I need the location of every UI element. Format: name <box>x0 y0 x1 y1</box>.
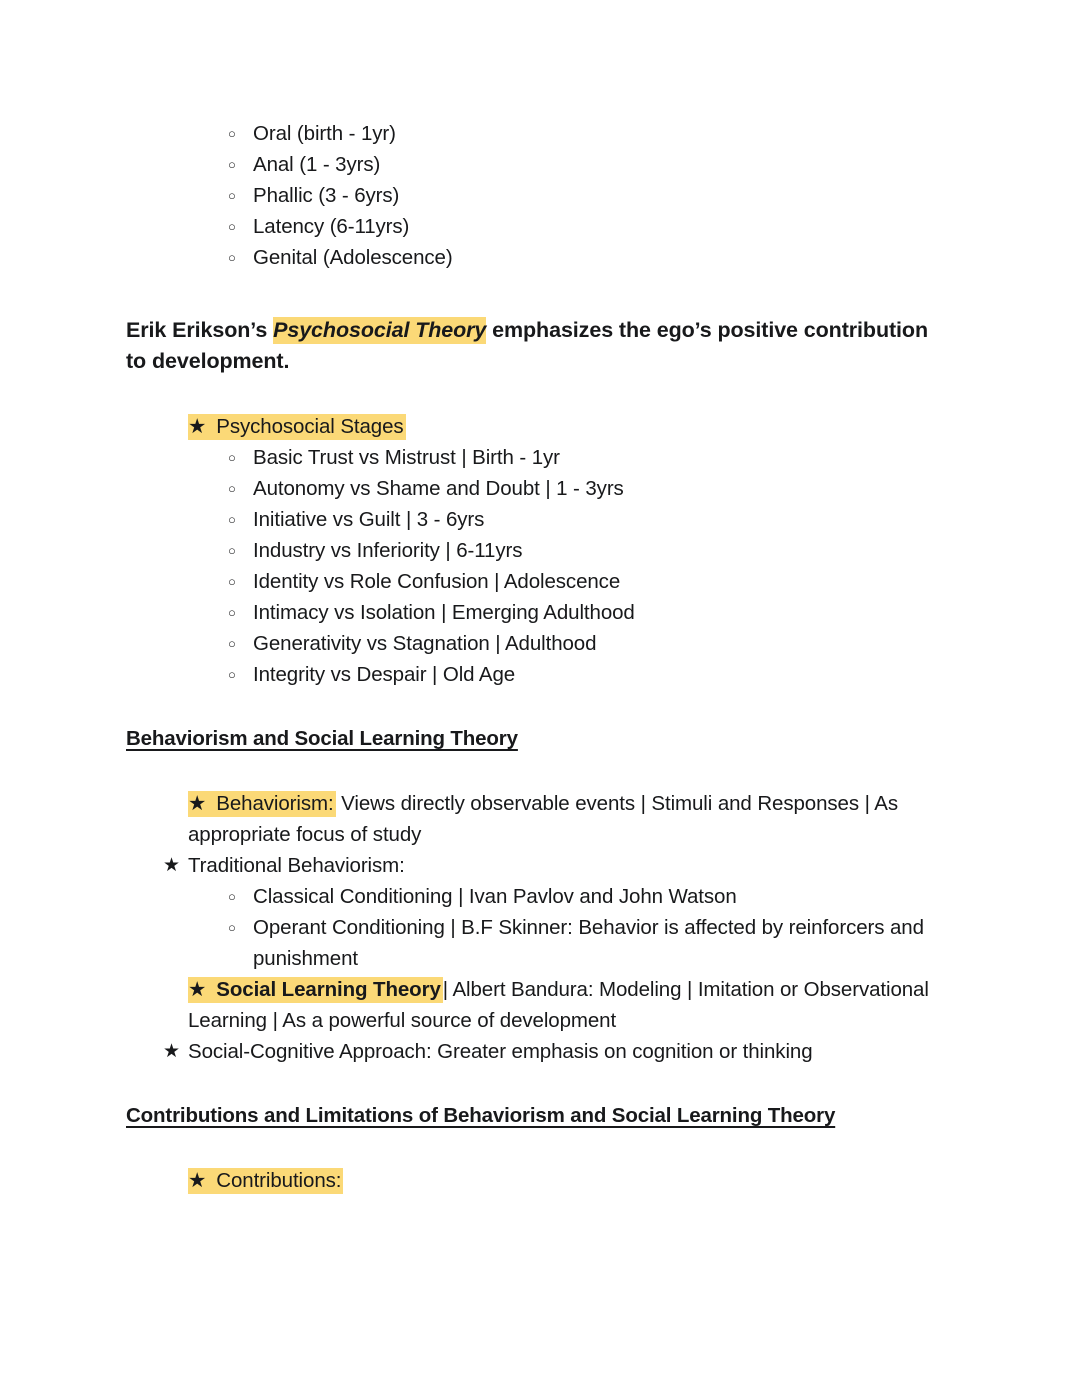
list-item-label: Latency (6-11yrs) <box>253 215 410 238</box>
circle-bullet-icon: ○ <box>228 636 236 651</box>
star-bullet-icon: ★ <box>188 1169 207 1192</box>
psychosocial-stages-label: Psychosocial Stages <box>216 415 404 438</box>
contributions-section-heading: Contributions and Limitations of Behaviorism and Social Learning Theory <box>126 1104 836 1127</box>
list-item <box>126 242 945 273</box>
list-item <box>126 442 945 473</box>
social-cognitive-bullet <box>126 1036 945 1067</box>
list-item-label: Industry vs Inferiority | 6-11yrs <box>253 539 523 562</box>
star-bullet-icon: ★ <box>188 415 207 438</box>
spacer <box>126 1131 945 1165</box>
circle-bullet-icon: ○ <box>228 188 236 203</box>
list-item-label: Integrity vs Despair | Old Age <box>253 663 516 686</box>
list-item <box>126 597 945 628</box>
list-item-label: Classical Conditioning | Ivan Pavlov and John Watson <box>253 885 737 908</box>
behaviorism-section-heading: Behaviorism and Social Learning Theory <box>126 727 518 750</box>
behaviorism-heading-wrap <box>126 724 945 754</box>
list-item <box>126 118 945 149</box>
contributions-heading-wrap <box>126 1101 945 1131</box>
circle-bullet-icon: ○ <box>228 250 236 265</box>
contributions-bullet-list <box>126 1165 945 1196</box>
star-bullet-icon: ★ <box>163 1041 180 1062</box>
social-learning-theory-description: | Albert Bandura: Modeling | Imitation or Observational Learning | As a powerful source of development <box>188 978 929 1032</box>
circle-bullet-icon: ○ <box>228 450 236 465</box>
circle-bullet-icon: ○ <box>228 605 236 620</box>
psychosocial-stages-group <box>126 411 945 690</box>
social-learning-theory-label: Social Learning Theory <box>216 978 441 1001</box>
list-item <box>126 535 945 566</box>
social-learning-theory-highlight-row <box>188 977 443 1003</box>
traditional-behaviorism-bullet <box>126 850 945 974</box>
circle-bullet-icon: ○ <box>228 574 236 589</box>
spacer <box>126 690 945 724</box>
star-bullet-icon: ★ <box>163 855 180 876</box>
list-item-label: Generativity vs Stagnation | Adulthood <box>253 632 597 655</box>
list-item-label: Basic Trust vs Mistrust | Birth - 1yr <box>253 446 560 469</box>
list-item <box>126 504 945 535</box>
psychosocial-stages-highlight-row <box>188 414 406 440</box>
contributions-highlight-row <box>188 1168 343 1194</box>
list-item-label: Autonomy vs Shame and Doubt | 1 - 3yrs <box>253 477 624 500</box>
list-item-label: Operant Conditioning | B.F Skinner: Behavior is affected by reinforcers and punishment <box>253 916 924 970</box>
circle-bullet-icon: ○ <box>228 157 236 172</box>
list-item <box>126 473 945 504</box>
list-item <box>126 566 945 597</box>
list-item-label: Identity vs Role Confusion | Adolescence <box>253 570 621 593</box>
psychosexual-stages-list <box>126 118 945 273</box>
behaviorism-bullet <box>126 788 945 850</box>
list-item-label: Anal (1 - 3yrs) <box>253 153 381 176</box>
erikson-tail-text: emphasizes the ego’s positive contribution to development. <box>126 318 928 373</box>
list-item-label: Genital (Adolescence) <box>253 246 453 269</box>
psychosocial-stages-bullet <box>126 411 945 690</box>
social-learning-theory-bullet <box>126 974 945 1036</box>
social-cognitive-label: Social-Cognitive Approach: Greater emphasis on cognition or thinking <box>188 1040 813 1063</box>
circle-bullet-icon: ○ <box>228 219 236 234</box>
erikson-lead-text: Erik Erikson’s <box>126 318 274 342</box>
list-item <box>126 659 945 690</box>
circle-bullet-icon: ○ <box>228 920 236 935</box>
behaviorism-description: Views directly observable events | Stimuli and Responses | As appropriate focus of study <box>188 792 898 846</box>
circle-bullet-icon: ○ <box>228 543 236 558</box>
circle-bullet-icon: ○ <box>228 512 236 527</box>
spacer <box>126 377 945 411</box>
contributions-bullet <box>126 1165 945 1196</box>
erikson-paragraph <box>126 315 945 377</box>
list-item-label: Phallic (3 - 6yrs) <box>253 184 400 207</box>
contributions-label: Contributions: <box>216 1169 342 1192</box>
list-item <box>126 628 945 659</box>
list-item-label: Initiative vs Guilt | 3 - 6yrs <box>253 508 485 531</box>
list-item-label: Intimacy vs Isolation | Emerging Adulthood <box>253 601 635 624</box>
traditional-behaviorism-list <box>126 881 945 974</box>
list-item <box>126 149 945 180</box>
behaviorism-label: Behaviorism: <box>216 792 334 815</box>
behaviorism-highlight-row <box>188 791 336 817</box>
star-bullet-icon: ★ <box>188 792 207 815</box>
psychosocial-stages-list <box>126 442 945 690</box>
circle-bullet-icon: ○ <box>228 126 236 141</box>
list-item <box>126 211 945 242</box>
list-item <box>126 912 945 974</box>
star-bullet-icon: ★ <box>188 978 207 1001</box>
list-item <box>126 180 945 211</box>
list-item <box>126 881 945 912</box>
circle-bullet-icon: ○ <box>228 667 236 682</box>
behaviorism-bullet-list <box>126 788 945 1067</box>
spacer <box>126 1067 945 1101</box>
psychosocial-theory-highlight: Psychosocial Theory <box>273 318 487 342</box>
spacer <box>126 273 945 315</box>
spacer <box>126 754 945 788</box>
list-item-label: Oral (birth - 1yr) <box>253 122 396 145</box>
traditional-behaviorism-label: Traditional Behaviorism: <box>188 854 405 877</box>
circle-bullet-icon: ○ <box>228 889 236 904</box>
circle-bullet-icon: ○ <box>228 481 236 496</box>
